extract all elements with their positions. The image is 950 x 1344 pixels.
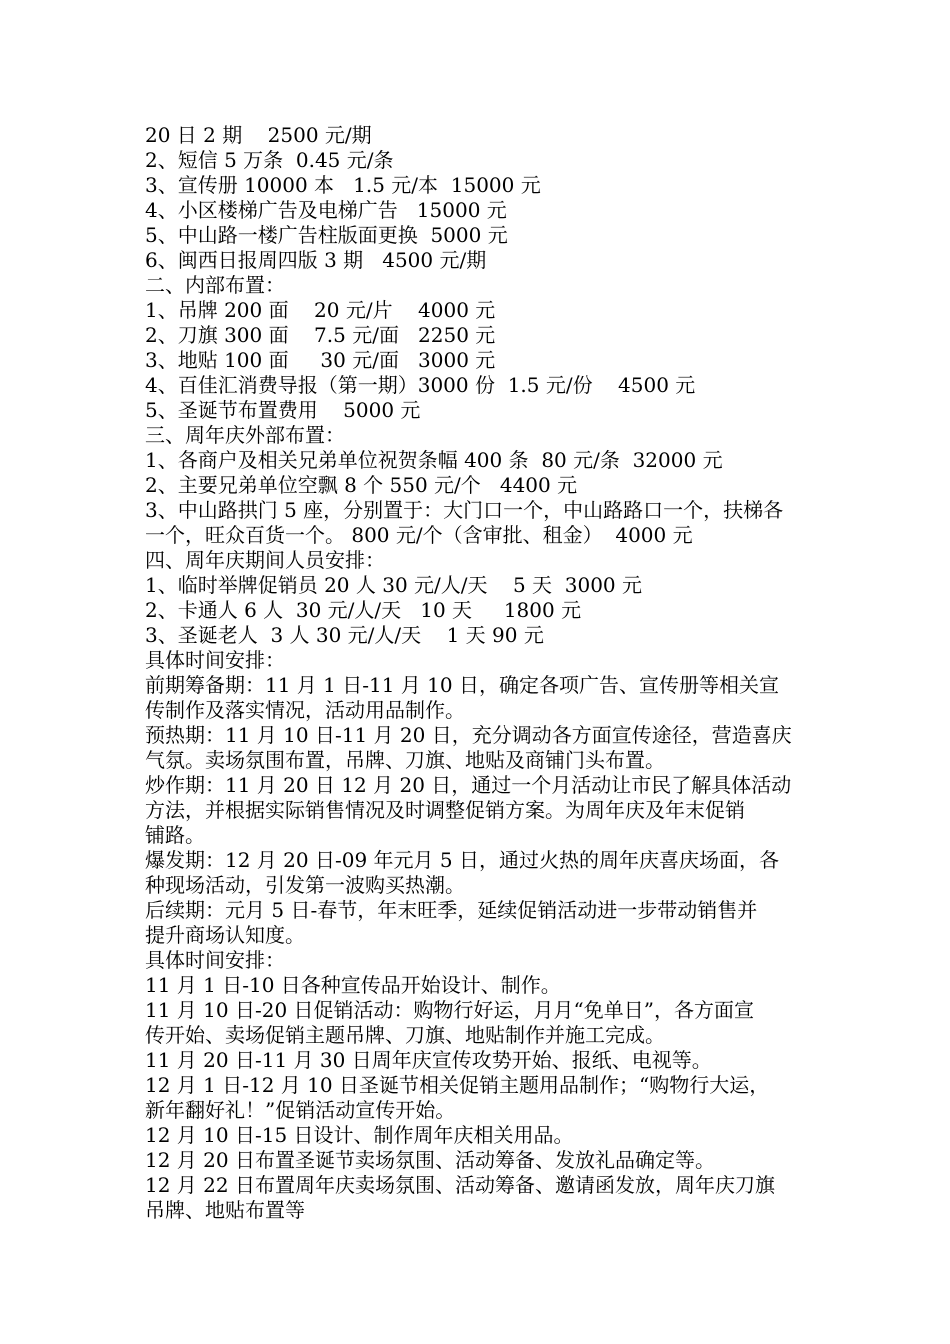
document-line: 12 月 20 日布置圣诞节卖场氛围、活动筹备、发放礼品确定等。 [145,1148,715,1172]
document-body [145,123,810,1223]
document-line: 2、卡通人 6 人 30 元/人/天 10 天 1800 元 [145,598,582,622]
document-line: 4、百佳汇消费导报（第一期）3000 份 1.5 元/份 4500 元 [145,373,696,397]
document-line: 12 月 22 日布置周年庆卖场氛围、活动筹备、邀请函发放，周年庆刀旗 [145,1173,775,1197]
document-line: 11 月 20 日-11 月 30 日周年庆宣传攻势开始、报纸、电视等。 [145,1048,712,1072]
document-line: 20 日 2 期 2500 元/期 [145,123,372,147]
document-line: 三、周年庆外部布置： [145,423,345,447]
document-line: 四、周年庆期间人员安排： [145,548,385,572]
document-line: 3、中山路拱门 5 座，分别置于：大门口一个，中山路路口一个，扶梯各 [145,498,784,522]
document-line: 3、宣传册 10000 本 1.5 元/本 15000 元 [145,173,541,197]
document-line: 传制作及落实情况，活动用品制作。 [145,698,465,722]
document-line: 方法，并根据实际销售情况及时调整促销方案。为周年庆及年末促销 [145,798,745,822]
document-line: 炒作期：11 月 20 日 12 月 20 日，通过一个月活动让市民了解具体活动 [145,773,792,797]
document-line: 1、各商户及相关兄弟单位祝贺条幅 400 条 80 元/条 32000 元 [145,448,723,472]
document-line: 1、临时举牌促销员 20 人 30 元/人/天 5 天 3000 元 [145,573,643,597]
document-line: 3、圣诞老人 3 人 30 元/人/天 1 天 90 元 [145,623,544,647]
document-line: 11 月 10 日-20 日促销活动：购物行好运，月月“免单日”，各方面宣 [145,998,754,1022]
document-line: 2、主要兄弟单位空飘 8 个 550 元/个 4400 元 [145,473,578,497]
document-line: 一个，旺众百货一个。 800 元/个（含审批、租金） 4000 元 [145,523,693,547]
document-line: 气氛。卖场氛围布置，吊牌、刀旗、地贴及商铺门头布置。 [145,748,665,772]
document-line: 提升商场认知度。 [145,923,305,947]
document-line: 2、短信 5 万条 0.45 元/条 [145,148,394,172]
document-line: 二、内部布置： [145,273,285,297]
document-line: 11 月 1 日-10 日各种宣传品开始设计、制作。 [145,973,561,997]
document-line: 铺路。 [145,823,205,847]
document-line: 5、圣诞节布置费用 5000 元 [145,398,421,422]
document-line: 吊牌、地贴布置等 [145,1198,305,1222]
document-line: 爆发期：12 月 20 日-09 年元月 5 日，通过火热的周年庆喜庆场面，各 [145,848,779,872]
document-line: 6、闽西日报周四版 3 期 4500 元/期 [145,248,487,272]
document-line: 具体时间安排： [145,948,285,972]
document-line: 传开始、卖场促销主题吊牌、刀旗、地贴制作并施工完成。 [145,1023,665,1047]
document-line: 新年翻好礼！”促销活动宣传开始。 [145,1098,456,1122]
document-line: 3、地贴 100 面 30 元/面 3000 元 [145,348,496,372]
document-line: 2、刀旗 300 面 7.5 元/面 2250 元 [145,323,496,347]
document-line: 12 月 10 日-15 日设计、制作周年庆相关用品。 [145,1123,574,1147]
document-line: 4、小区楼梯广告及电梯广告 15000 元 [145,198,507,222]
document-line: 预热期：11 月 10 日-11 月 20 日，充分调动各方面宣传途径，营造喜庆 [145,723,792,747]
document-line: 后续期：元月 5 日-春节，年末旺季，延续促销活动进一步带动销售并 [145,898,758,922]
document-line: 5、中山路一楼广告柱版面更换 5000 元 [145,223,508,247]
document-line: 12 月 1 日-12 月 10 日圣诞节相关促销主题用品制作；“购物行大运， [145,1073,770,1097]
document-line: 具体时间安排： [145,648,285,672]
document-line: 1、吊牌 200 面 20 元/片 4000 元 [145,298,496,322]
document-line: 前期筹备期：11 月 1 日-11 月 10 日，确定各项广告、宣传册等相关宣 [145,673,779,697]
document-line: 种现场活动，引发第一波购买热潮。 [145,873,465,897]
